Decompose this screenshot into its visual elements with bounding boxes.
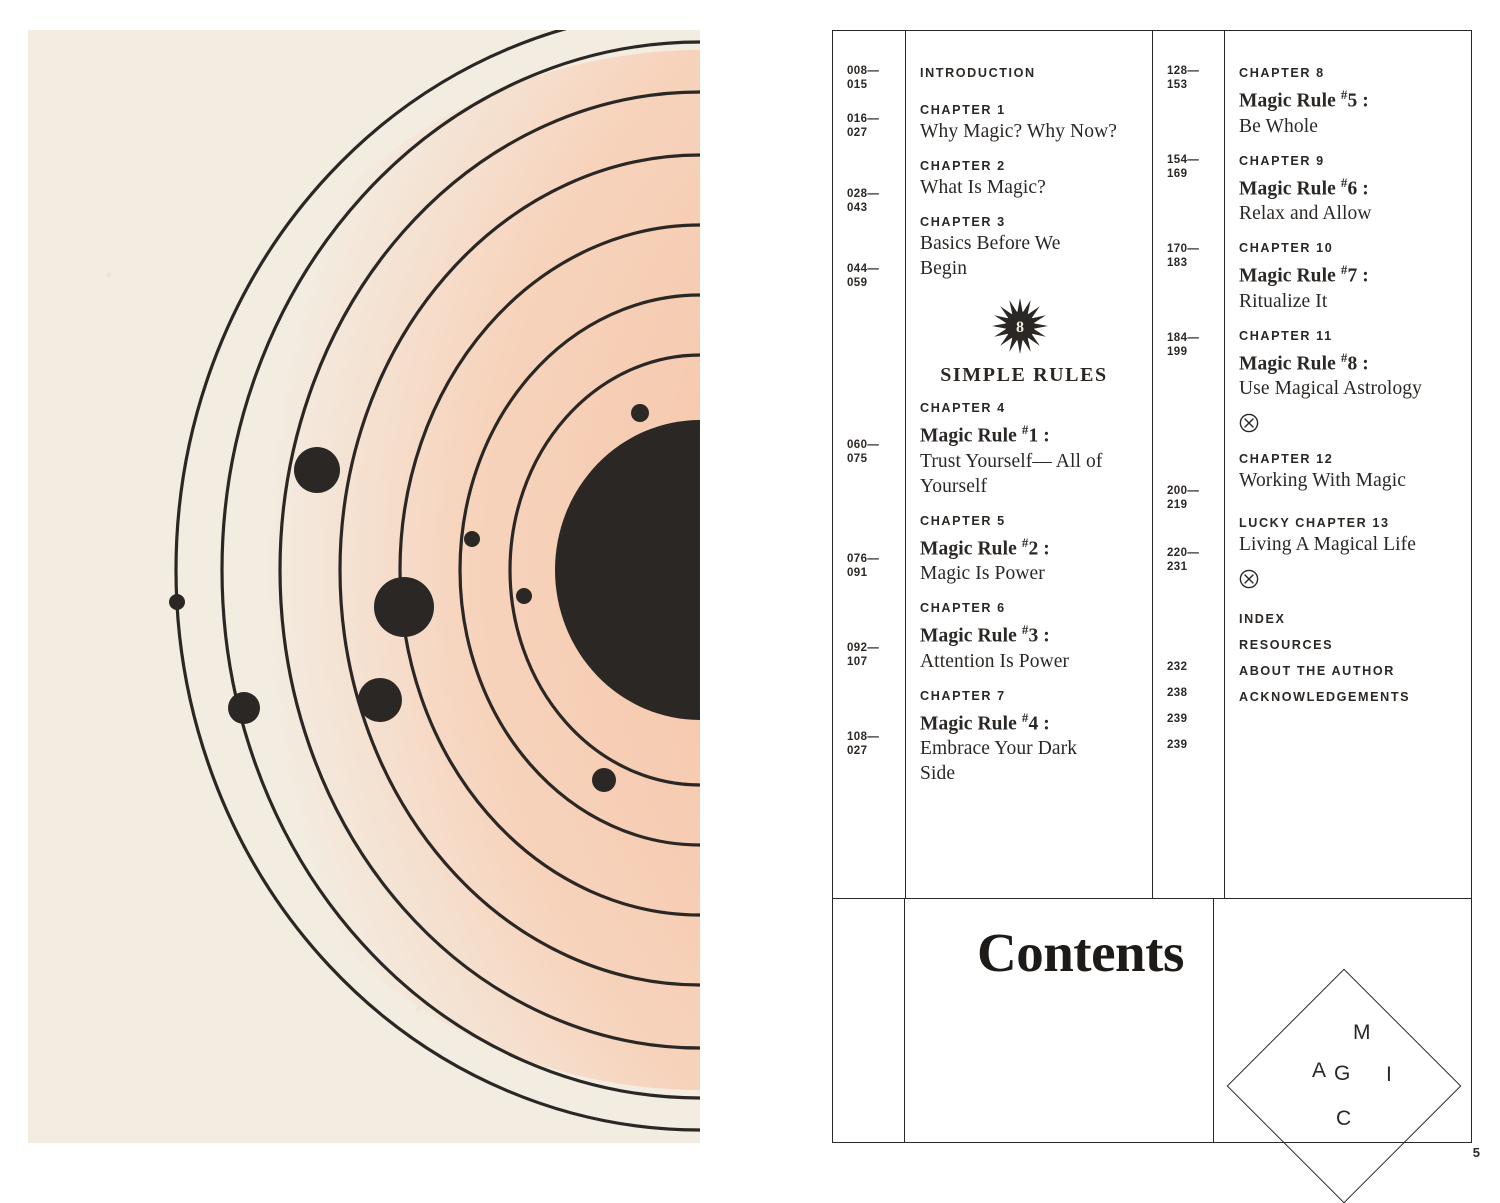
chapter-title: Be Whole <box>1239 115 1318 137</box>
simple-rules-heading: SIMPLE RULES <box>940 364 1108 386</box>
logo-letter-g: G <box>1334 1062 1351 1085</box>
planet-6 <box>169 594 185 610</box>
backmatter-page: 232 <box>1167 661 1188 673</box>
magic-rule-label: Magic Rule #1 : <box>920 422 1050 447</box>
planet-9 <box>592 768 616 792</box>
circled-x-icon <box>1239 413 1471 438</box>
chapter-title: Embrace Your Dark Side <box>920 738 1078 784</box>
page-range: 128— 153 <box>1167 65 1200 91</box>
planet-1 <box>631 404 649 422</box>
planet-5 <box>294 447 340 493</box>
band-title-cell <box>905 899 1213 1142</box>
page-range: 154— 169 <box>1167 154 1200 180</box>
chapter-label: INTRODUCTION <box>920 66 1036 80</box>
magic-rule-label: Magic Rule #6 : <box>1239 174 1369 199</box>
planet-3 <box>516 588 532 604</box>
page-range: 060— 075 <box>847 439 880 465</box>
magic-rule-label: Magic Rule #4 : <box>920 709 1050 734</box>
toc-entry-chapter-3[interactable] <box>920 213 1152 281</box>
contents-bottom-band <box>833 898 1471 1142</box>
toc-entry-chapter-13[interactable] <box>1239 514 1471 557</box>
chapter-label: CHAPTER 5 <box>920 513 1006 528</box>
chapter-title: What Is Magic? <box>920 177 1046 198</box>
toc-entry-chapter-4[interactable] <box>920 399 1152 499</box>
chapter-title: Use Magical Astrology <box>1239 378 1422 399</box>
page-range: 170— 183 <box>1167 243 1200 269</box>
chapter-title: Relax and Allow <box>1239 203 1372 224</box>
planet-8 <box>358 678 402 722</box>
chapter-title: Ritualize It <box>1239 290 1328 312</box>
sunburst-badge-icon <box>920 297 1152 360</box>
chapter-title: Trust Yourself— All of Yourself <box>920 450 1103 497</box>
backmatter-page: 238 <box>1167 687 1188 699</box>
chapter-label: CHAPTER 1 <box>920 103 1006 117</box>
planet-7 <box>228 692 260 724</box>
chapter-label: CHAPTER 10 <box>1239 241 1334 255</box>
planet-2 <box>464 531 480 547</box>
chapter-label: LUCKY CHAPTER 13 <box>1239 516 1390 530</box>
logo-letter-i: I <box>1386 1063 1392 1086</box>
chapter-title: Basics Before We Begin <box>920 233 1061 279</box>
band-left-cell <box>833 899 905 1142</box>
chapter-label: CHAPTER 6 <box>920 601 1006 615</box>
chapter-label: CHAPTER 2 <box>920 159 1006 173</box>
toc-entry-chapter-6[interactable] <box>920 599 1152 674</box>
toc-entry-chapter-10[interactable] <box>1239 239 1471 314</box>
toc-entry-chapter-2[interactable] <box>920 157 1152 200</box>
toc-column-1-entries <box>905 31 1152 898</box>
toc-entry-chapter-9[interactable] <box>1239 152 1471 227</box>
magic-rule-label: Magic Rule #5 : <box>1239 87 1369 112</box>
orbital-diagram-svg <box>28 30 700 1143</box>
toc-entry-chapter-11[interactable] <box>1239 327 1471 402</box>
page-range: 108— 027 <box>847 731 880 757</box>
logo-letter-m: M <box>1353 1021 1371 1044</box>
magic-rule-label: Magic Rule #7 : <box>1239 262 1369 287</box>
chapter-label: CHAPTER 12 <box>1239 452 1334 466</box>
badge-number: 8 <box>1016 319 1024 336</box>
page-range: 092— 107 <box>847 642 880 668</box>
page-range: 184— 199 <box>1167 332 1200 358</box>
toc-entry-chapter-12[interactable] <box>1239 450 1471 493</box>
circled-x-icon <box>1239 569 1471 594</box>
magic-rule-label: Magic Rule #2 : <box>920 534 1050 559</box>
toc-entry-chapter-7[interactable] <box>920 687 1152 787</box>
magic-rule-label: Magic Rule #8 : <box>1239 349 1369 374</box>
page-range: 200— 219 <box>1167 485 1200 511</box>
page-range: 044— 059 <box>847 263 880 289</box>
chapter-label: CHAPTER 8 <box>1239 66 1325 80</box>
toc-grid <box>833 31 1471 898</box>
contents-page <box>832 30 1472 1143</box>
chapter-label: CHAPTER 11 <box>1239 328 1333 343</box>
toc-column-2-pages <box>1152 31 1224 898</box>
logo-letter-a: A <box>1312 1059 1327 1082</box>
toc-entry-introduction[interactable] <box>920 64 1152 82</box>
backmatter-page: 239 <box>1167 739 1188 751</box>
chapter-label: CHAPTER 9 <box>1239 153 1325 168</box>
toc-entry-resources[interactable]: RESOURCES <box>1239 638 1334 652</box>
chapter-title: Why Magic? Why Now? <box>920 121 1118 142</box>
folio-number: 5 <box>1472 1145 1480 1160</box>
toc-entry-chapter-5[interactable] <box>920 512 1152 587</box>
chapter-label: CHAPTER 7 <box>920 688 1006 703</box>
chapter-label: CHAPTER 3 <box>920 215 1006 229</box>
magic-rule-label: Magic Rule #3 : <box>920 622 1050 647</box>
toc-entry-acknowledgements[interactable]: ACKNOWLEDGEMENTS <box>1239 690 1411 704</box>
page-range: 016— 027 <box>847 113 880 139</box>
magic-logo-cell <box>1213 899 1471 1142</box>
chapter-label: CHAPTER 4 <box>920 401 1006 415</box>
page-range: 220— 231 <box>1167 547 1200 573</box>
toc-entry-chapter-1[interactable] <box>920 101 1152 144</box>
logo-letter-c: C <box>1336 1107 1352 1130</box>
page-range: 008— 015 <box>847 65 880 91</box>
toc-column-2-entries <box>1224 31 1471 898</box>
toc-entry-about-the-author[interactable]: ABOUT THE AUTHOR <box>1239 664 1395 678</box>
planet-4 <box>374 577 434 637</box>
page-range: 028— 043 <box>847 188 880 214</box>
chapter-title: Magic Is Power <box>920 563 1045 584</box>
toc-column-1-pages <box>833 31 905 898</box>
toc-entry-index[interactable]: INDEX <box>1239 612 1286 626</box>
illustration-page <box>28 30 700 1143</box>
page-title: Contents <box>977 922 1184 983</box>
chapter-title: Living A Magical Life <box>1239 534 1417 555</box>
page-range: 076— 091 <box>847 553 880 579</box>
backmatter-page: 239 <box>1167 713 1188 725</box>
toc-entry-chapter-8[interactable] <box>1239 64 1471 139</box>
chapter-title: Working With Magic <box>1239 470 1406 491</box>
chapter-title: Attention Is Power <box>920 650 1070 672</box>
